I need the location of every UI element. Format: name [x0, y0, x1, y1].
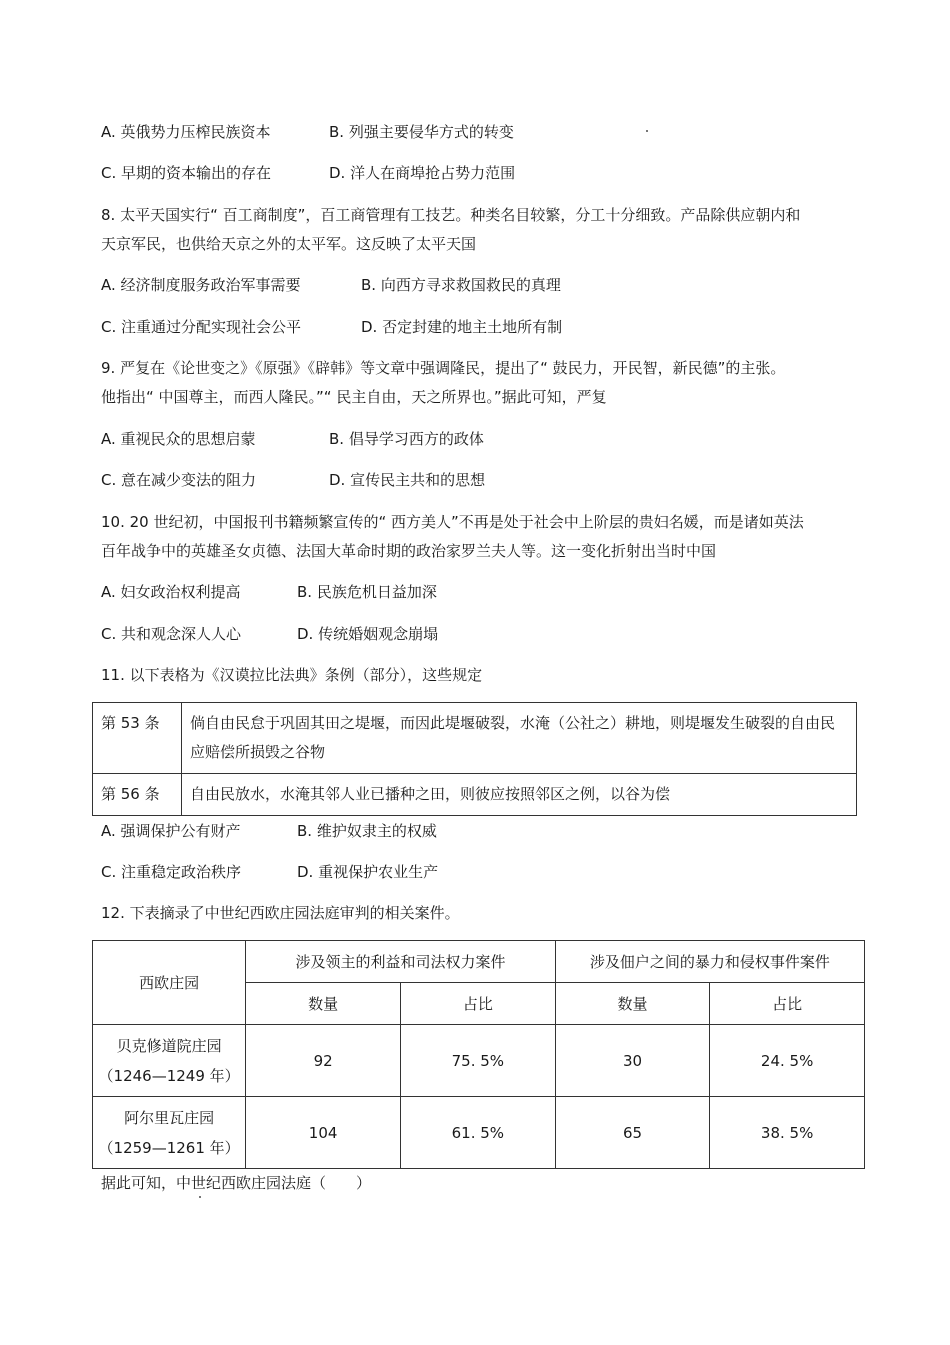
- q11-option-c: C. 注重稳定政治秩序: [101, 863, 242, 881]
- q10-option-d: D. 传统婚姻观念崩塌: [297, 625, 439, 643]
- q10-option-a: A. 妇女政治权利提高: [101, 583, 241, 601]
- q11-option-d: D. 重视保护农业生产: [297, 863, 439, 881]
- article-label: 第 53 条: [93, 703, 182, 774]
- corner-header: 西欧庄园: [93, 941, 246, 1025]
- q10-option-b: B. 民族危机日益加深: [297, 583, 437, 601]
- q10-stem-line-1: 10. 20 世纪初，中国报刊书籍频繁宣传的“ 西方美人”不再是处于社会中上阶层的贵妇名媛，而是诸如英法: [101, 513, 804, 531]
- q11-stem: 11. 以下表格为《汉谟拉比法典》条例（部分），这些规定: [101, 666, 483, 684]
- ratio-cell: 61. 5%: [401, 1097, 556, 1169]
- q8-stem-line-2: 天京军民，也供给天京之外的太平军。这反映了太平天国: [101, 235, 477, 253]
- q9-option-d: D. 宣传民主共和的思想: [329, 471, 486, 489]
- q9-option-a: A. 重视民众的思想启蒙: [101, 430, 256, 448]
- manor-years: （1246—1249 年）: [98, 1066, 240, 1085]
- sub-header: 数量: [246, 983, 401, 1025]
- ratio-cell: 38. 5%: [710, 1097, 865, 1169]
- table-row: [93, 703, 857, 774]
- q9-option-b: B. 倡导学习西方的政体: [329, 430, 484, 448]
- count-cell: 92: [246, 1025, 401, 1097]
- q9-stem-line-1: 9. 严复在《论世变之》《原强》《辟韩》等文章中强调隆民，提出了“ 鼓民力，开民智，新民德”的主张。: [101, 359, 786, 377]
- q7-option-d: D. 洋人在商埠抢占势力范围: [329, 164, 516, 182]
- table-header-row: [93, 941, 865, 983]
- speck-mark: [199, 1196, 201, 1198]
- q7-option-a: A. 英俄势力压榨民族资本: [101, 123, 271, 141]
- group-header-tenant: 涉及佃户之间的暴力和侵权事件案件: [555, 941, 864, 983]
- q8-option-b: B. 向西方寻求救国救民的真理: [361, 276, 561, 294]
- count-cell: 30: [555, 1025, 710, 1097]
- manor-name-cell: [93, 1097, 246, 1169]
- q11-option-a: A. 强调保护公有财产: [101, 822, 241, 840]
- q9-stem-line-2: 他指出“ 中国尊主，而西人隆民。”“ 民主自由，天之所界也。”据此可知，严复: [101, 388, 607, 406]
- table-row: [93, 1025, 865, 1097]
- manor-name: 阿尔里瓦庄园: [124, 1108, 215, 1127]
- q12-stem: 12. 下表摘录了中世纪西欧庄园法庭审判的相关案件。: [101, 904, 460, 922]
- article-label: 第 56 条: [93, 774, 182, 816]
- table-row: [93, 774, 857, 816]
- sub-header: 占比: [401, 983, 556, 1025]
- sub-header: 数量: [555, 983, 710, 1025]
- speck-mark: [646, 130, 648, 132]
- ratio-cell: 24. 5%: [710, 1025, 865, 1097]
- q10-stem-line-2: 百年战争中的英雄圣女贞德、法国大革命时期的政治家罗兰夫人等。这一变化折射出当时中国: [101, 542, 717, 560]
- q10-option-c: C. 共和观念深人人心: [101, 625, 242, 643]
- q7-option-b: B. 列强主要侵华方式的转变: [329, 123, 514, 141]
- q12-after-text: 据此可知，中世纪西欧庄园法庭（ ）: [101, 1174, 372, 1192]
- q8-stem-line-1: 8. 太平天国实行“ 百工商制度”，百工商管理有工技艺。种类名目较繁，分工十分细致。产品除供应朝内和: [101, 206, 801, 224]
- article-content: 倘自由民怠于巩固其田之堤堰，而因此堤堰破裂，水淹（公社之）耕地，则堤堰发生破裂的自由民应赔偿所损毁之谷物: [182, 703, 857, 774]
- q7-option-c: C. 早期的资本输出的存在: [101, 164, 272, 182]
- table-row: [93, 1097, 865, 1169]
- ratio-cell: 75. 5%: [401, 1025, 556, 1097]
- q8-option-a: A. 经济制度服务政治军事需要: [101, 276, 301, 294]
- sub-header: 占比: [710, 983, 865, 1025]
- q9-option-c: C. 意在减少变法的阻力: [101, 471, 257, 489]
- manor-name: 贝克修道院庄园: [116, 1036, 222, 1055]
- manor-years: （1259—1261 年）: [98, 1138, 240, 1157]
- hammurabi-table: [92, 702, 857, 816]
- count-cell: 104: [246, 1097, 401, 1169]
- manor-court-table: [92, 940, 865, 1169]
- count-cell: 65: [555, 1097, 710, 1169]
- manor-name-cell: [93, 1025, 246, 1097]
- q11-option-b: B. 维护奴隶主的权威: [297, 822, 437, 840]
- group-header-lord: 涉及领主的利益和司法权力案件: [246, 941, 555, 983]
- q8-option-d: D. 否定封建的地主土地所有制: [361, 318, 563, 336]
- q8-option-c: C. 注重通过分配实现社会公平: [101, 318, 302, 336]
- article-content: 自由民放水，水淹其邻人业已播种之田，则彼应按照邻区之例，以谷为偿: [182, 774, 857, 816]
